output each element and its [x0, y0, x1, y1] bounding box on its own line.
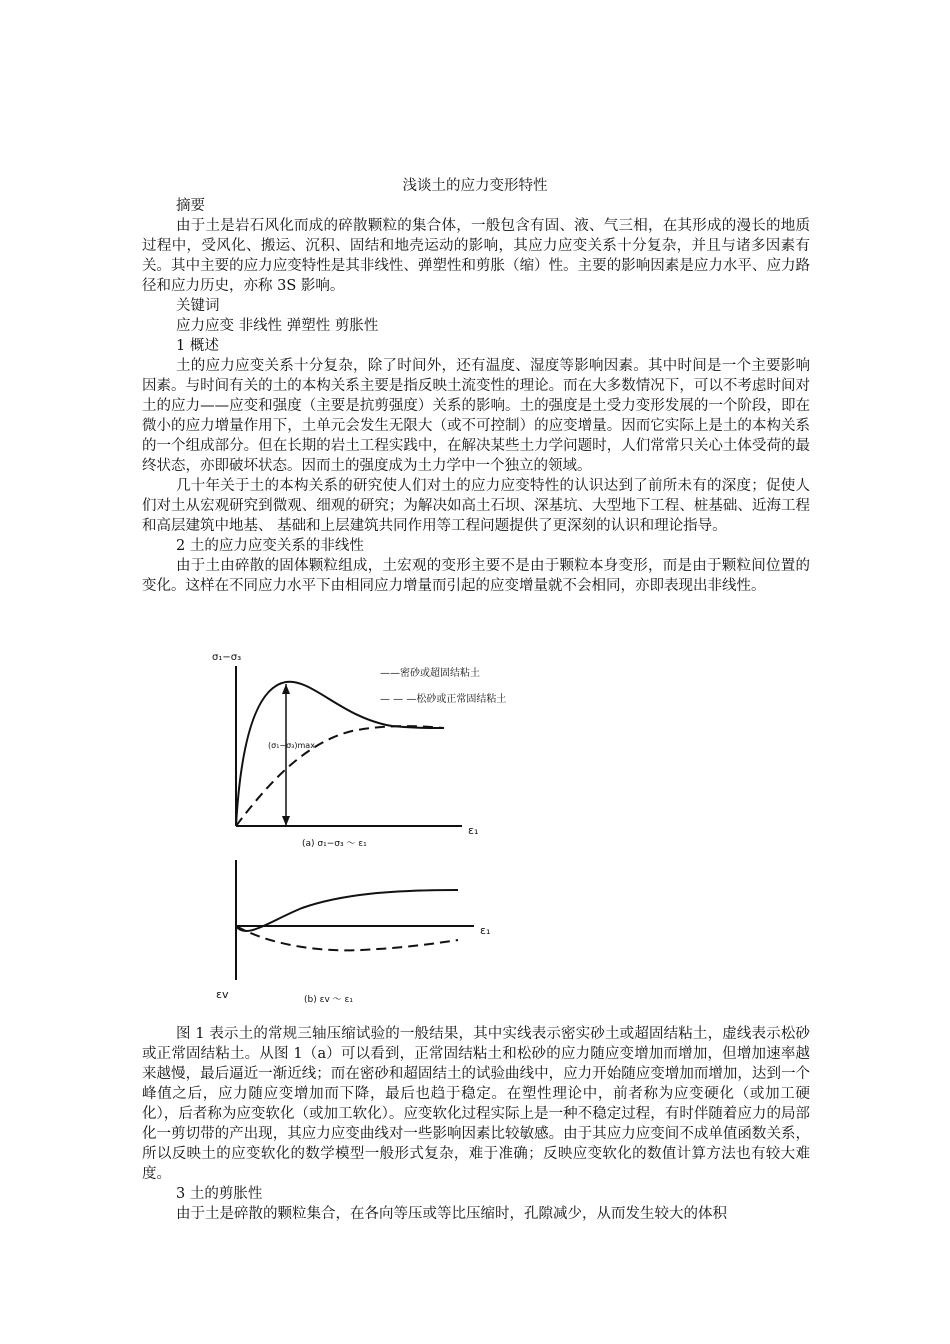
section-2-paragraph-1: 由于土由碎散的固体颗粒组成，土宏观的变形主要不是由于颗粒本身变形，而是由于颗粒间位置的变化。这样在不同应力水平下由相同应力增量而引起的应变增量就不会相同，亦即表现出非线性。 [142, 558, 810, 594]
section-1-paragraph-1: 土的应力应变关系十分复杂，除了时间外，还有温度、湿度等影响因素。其中时间是一个主要影响因素。与时间有关的土的本构关系主要是指反映土流变性的理论。而在大多数情况下，可以不考虑时间对土的应力——应变和强度（主要是抗剪强度）关系的影响。土的强度是土受力变形发展的一个阶段，即在微小的应力增量作用下，土单元会发生无限大（或不可控制）的应变增量。因而它实际上是土的本构关系的一个组成部分。但在长期的岩土工程实践中，在解决某些土力学问题时，人们常常只关心土体受荷的最终状态，亦即破坏状态。因而土的强度成为土力学中一个独立的领域。 [142, 358, 810, 474]
figure-1-svg [212, 646, 612, 1020]
fig-a-peak-arrow-down [282, 816, 290, 826]
fig-b-solid-curve [236, 890, 458, 931]
fig-b-caption: (b) εv ～ ε₁ [304, 995, 353, 1005]
abstract-heading: 摘要 [176, 198, 205, 214]
figure-1b [216, 860, 490, 1005]
text-block-upper [142, 196, 810, 596]
document-title: 浅谈土的应力变形特性 [402, 178, 548, 194]
fig-a-caption: (a) σ₁−σ₃ ～ ε₁ [302, 839, 367, 849]
fig-a-x-axis-label: ε₁ [468, 824, 479, 837]
fig-a-legend-solid: ——密砂或超固结粘土 [380, 668, 480, 679]
section-3-heading: 3 土的剪胀性 [176, 1186, 263, 1202]
figure-description-paragraph: 图 1 表示土的常规三轴压缩试验的一般结果，其中实线表示密实砂土或超固结粘土，虚线表示松砂或正常固结粘土。从图 1（a）可以看到，正常固结粘土和松砂的应力随应变增加而增加，但增加速率越来越慢，最后逼近一渐近线；而在密砂和超固结土的试验曲线中，应力开始随应变增加而增加，达到一个峰值之后，应力随应变增加而下降，最后也趋于稳定。在塑性理论中，前者称为应变硬化（或加工硬化），后者称为应变软化（或加工软化）。应变软化过程实际上是一种不稳定过程，有时伴随着应力的局部化一剪切带的产出现，其应力应变曲线对一些影响因素比较敏感。由于其应力应变间不成单值函数关系，所以反映土的应变软化的数学模型一般形式复杂，难于准确；反映应变软化的数值计算方法也有较大难度。 [142, 1026, 810, 1182]
fig-a-peak-arrow-up [282, 684, 290, 694]
section-3-paragraph-1: 由于土是碎散的颗粒集合，在各向等压或等比压缩时，孔隙减少，从而发生较大的体积 [176, 1206, 727, 1222]
figure-1a [212, 652, 506, 849]
keywords-list: 应力应变 非线性 弹塑性 剪胀性 [176, 318, 379, 334]
keywords-heading: 关键词 [176, 298, 220, 314]
section-1-heading: 1 概述 [176, 338, 219, 354]
figure-1 [212, 646, 612, 1020]
section-1-paragraph-2: 几十年关于土的本构关系的研究使人们对土的应力应变特性的认识达到了前所未有的深度；促使人们对土从宏观研究到微观、细观的研究；为解决如高土石坝、深基坑、大型地下工程、桩基础、近海工程和高层建筑中地基、 基础和上层建筑共同作用等工程问题提供了更深刻的认识和理论指导。 [142, 478, 810, 534]
fig-a-peak-label: (σ₁−σ₃)max [268, 741, 315, 750]
fig-b-dashed-curve [236, 926, 458, 950]
fig-a-y-axis-label: σ₁−σ₃ [212, 652, 242, 663]
fig-a-legend-dashed: — — —松砂或正常固结粘土 [380, 694, 507, 705]
fig-b-y-axis-label: εv [216, 988, 229, 1001]
abstract-paragraph: 由于土是岩石风化而成的碎散颗粒的集合体，一般包含有固、液、气三相，在其形成的漫长的地质过程中，受风化、搬运、沉积、固结和地壳运动的影响，其应力应变关系十分复杂，并且与诸多因素有关。其中主要的应力应变特性是其非线性、弹塑性和剪胀（缩）性。主要的影响因素是应力水平、应力路径和应力历史，亦称 3S 影响。 [142, 218, 810, 294]
text-block-lower [142, 1024, 810, 1224]
fig-b-x-axis-label: ε₁ [480, 924, 491, 937]
section-2-heading: 2 土的应力应变关系的非线性 [176, 538, 364, 554]
